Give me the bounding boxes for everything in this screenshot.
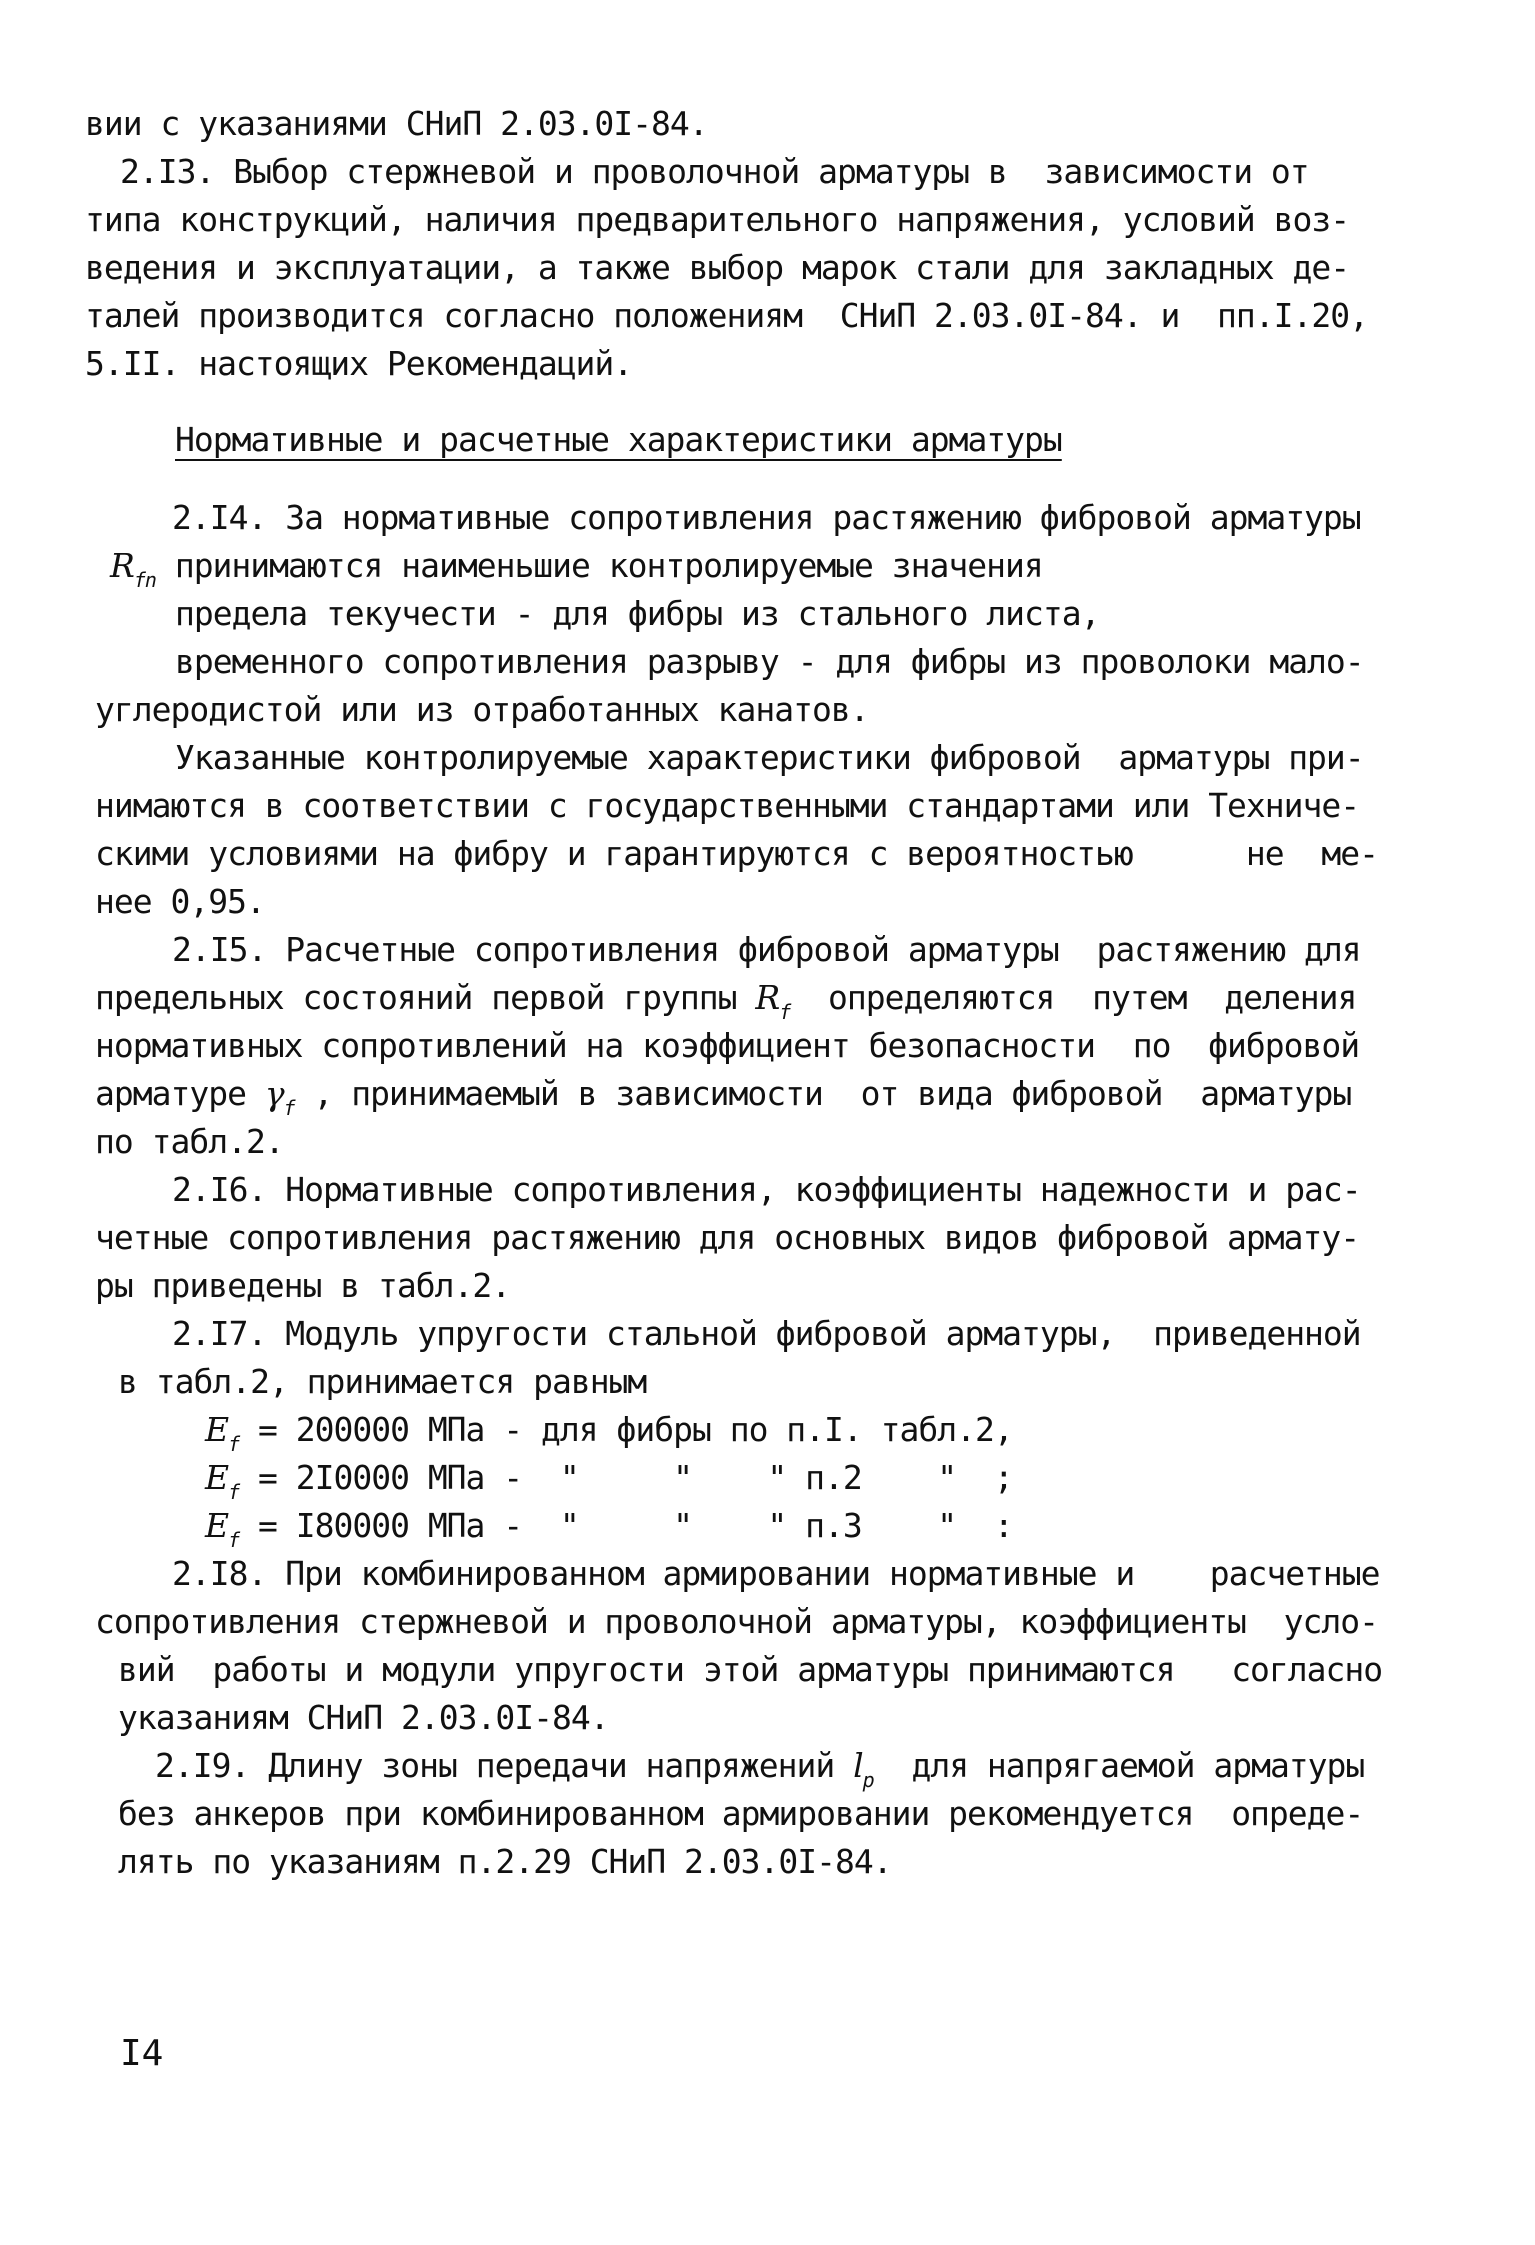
symbol-subscript: f <box>779 1000 791 1024</box>
symbol-subscript: f <box>228 1528 240 1552</box>
symbol-r: R <box>110 546 134 585</box>
symbol-subscript: f <box>228 1432 240 1456</box>
text-line: ведения и эксплуатации, а также выбор марок стали для закладных де- <box>85 248 1350 287</box>
text-line: вии с указаниями СНиП 2.03.0I-84. <box>85 104 708 143</box>
symbol-gamma: γ <box>264 1074 284 1113</box>
line-text: предельных состояний первой группы <box>95 978 756 1017</box>
section-heading: Нормативные и расчетные характеристики арматуры <box>175 420 1062 459</box>
text-line: нее 0,95. <box>95 882 265 921</box>
text-line: 2.I5. Расчетные сопротивления фибровой арматуры растяжению для <box>172 930 1361 969</box>
text-line: предела текучести - для фибры из стального листа, <box>175 594 1100 633</box>
symbol-r: R <box>755 978 780 1017</box>
text-line <box>95 974 1356 1026</box>
text-line: без анкеров при комбинированном армировании рекомендуется опреде- <box>118 1794 1364 1833</box>
text-line: углеродистой или из отработанных канатов. <box>95 690 869 729</box>
symbol-subscript: p <box>862 1768 874 1792</box>
text-line: ры приведены в табл.2. <box>95 1266 511 1305</box>
text-line: нимаются в соответствии с государственными стандартами или Техниче- <box>95 786 1360 825</box>
text-line: сопротивления стержневой и проволочной арматуры, коэффициенты усло- <box>95 1602 1379 1641</box>
text-line <box>205 1406 1013 1458</box>
text-line <box>205 1454 1013 1506</box>
text-line: скими условиями на фибру и гарантируются с вероятностью не ме- <box>95 834 1379 873</box>
text-line: временного сопротивления разрыву - для фибры из проволоки мало- <box>175 642 1364 681</box>
text-line: лять по указаниям п.2.29 СНиП 2.03.0I-84. <box>118 1842 892 1881</box>
line-text: , принимаемый в зависимости от вида фибровой арматуры <box>294 1074 1352 1113</box>
line-text: арматуре <box>95 1074 265 1113</box>
text-line: вий работы и модули упругости этой арматуры принимаются согласно <box>118 1650 1383 1689</box>
text-line: типа конструкций, наличия предварительного напряжения, условий воз- <box>85 200 1350 239</box>
symbol-subscript: f <box>228 1480 240 1504</box>
text-line <box>95 1070 1351 1122</box>
text-line: по табл.2. <box>95 1122 284 1161</box>
line-text: для напрягаемой арматуры <box>873 1746 1365 1785</box>
text-line: Указанные контролируемые характеристики фибровой арматуры при- <box>175 738 1364 777</box>
text-line: четные сопротивления растяжению для основных видов фибровой армату- <box>95 1218 1360 1257</box>
line-text: принимаются наименьшие контролируемые значения <box>155 546 1043 585</box>
symbol-l: l <box>853 1746 863 1785</box>
text-line: 2.I7. Модуль упругости стальной фибровой арматуры, приведенной <box>172 1314 1361 1353</box>
text-line: 2.I4. За нормативные сопротивления растяжению фибровой арматуры <box>172 498 1361 537</box>
symbol-e: E <box>205 1506 229 1545</box>
symbol-e: E <box>205 1410 229 1449</box>
text-line: указаниям СНиП 2.03.0I-84. <box>118 1698 609 1737</box>
text-line: 2.I3. Выбор стержневой и проволочной арматуры в зависимости от <box>120 152 1309 191</box>
symbol-e: E <box>205 1458 229 1497</box>
text-line: нормативных сопротивлений на коэффициент безопасности по фибровой <box>95 1026 1360 1065</box>
text-line: 2.I8. При комбинированном армировании нормативные и расчетные <box>172 1554 1380 1593</box>
symbol-subscript: fn <box>133 568 156 592</box>
line-text: 2.I9. Длину зоны передачи напряжений <box>155 1746 854 1785</box>
text-line <box>110 542 1043 594</box>
symbol-subscript: f <box>283 1096 295 1120</box>
text-line <box>205 1502 1013 1554</box>
line-text: = I80000 МПа - " " " п.3 " : <box>239 1506 1013 1545</box>
text-line: талей производится согласно положениям СНиП 2.03.0I-84. и пп.I.20, <box>85 296 1369 335</box>
text-line: 2.I6. Нормативные сопротивления, коэффициенты надежности и рас- <box>172 1170 1361 1209</box>
text-line <box>155 1742 1364 1794</box>
line-text: = 200000 МПа - для фибры по п.I. табл.2, <box>239 1410 1013 1449</box>
line-text: определяются путем деления <box>790 978 1357 1017</box>
page-number: I4 <box>120 2033 164 2074</box>
line-text: = 2I0000 МПа - " " " п.2 " ; <box>239 1458 1013 1497</box>
text-line: в табл.2, принимается равным <box>118 1362 647 1401</box>
text-line: 5.II. настоящих Рекомендаций. <box>85 344 633 383</box>
